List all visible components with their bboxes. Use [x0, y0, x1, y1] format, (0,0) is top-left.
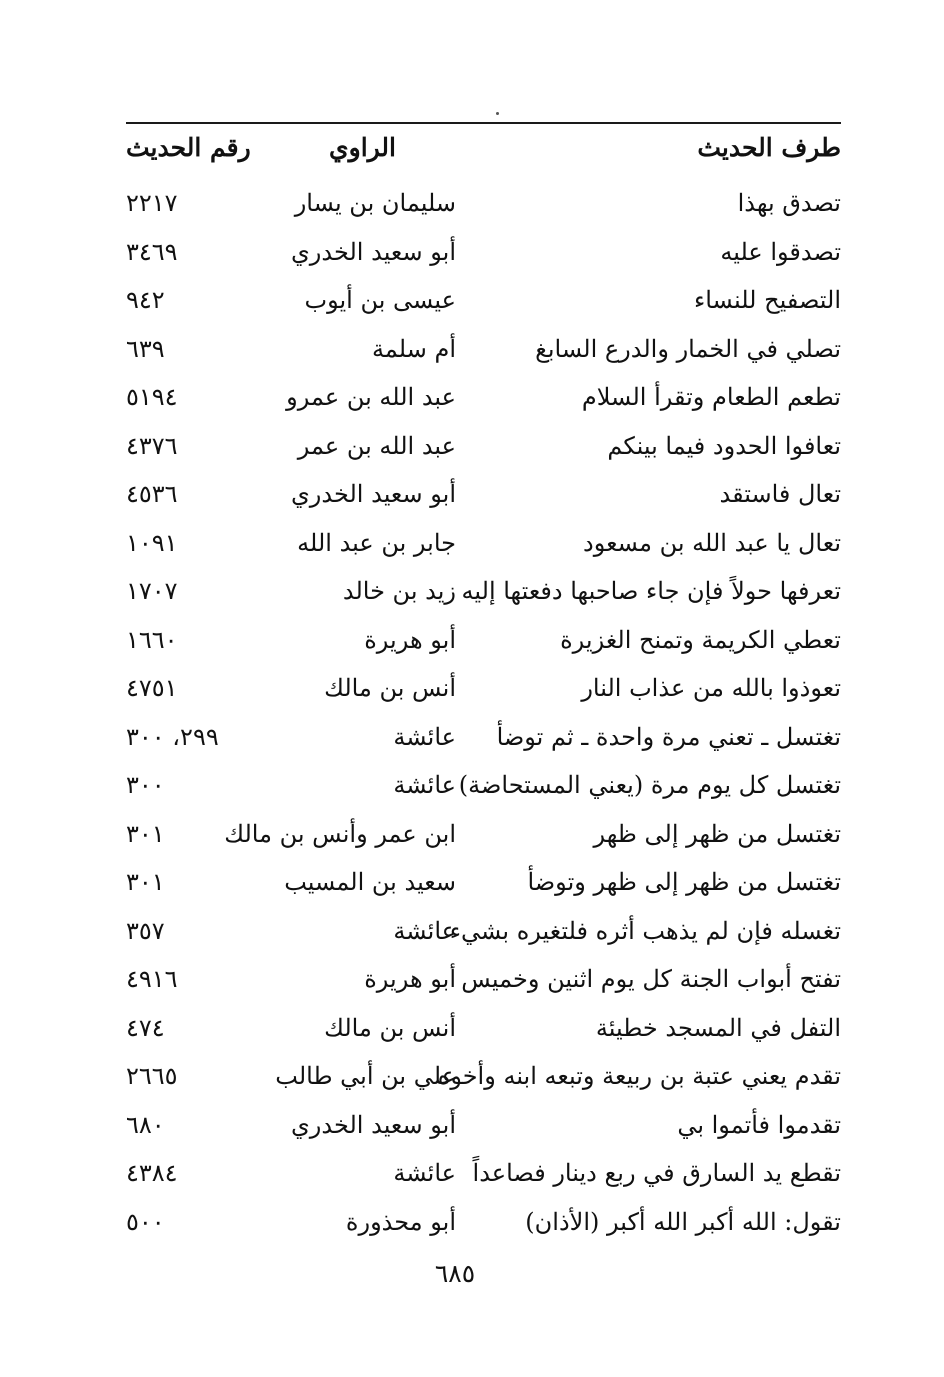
page-number: ٦٨٥ — [434, 1259, 476, 1288]
table-row — [126, 374, 841, 423]
table-row — [126, 617, 841, 666]
hadith-number: ٤٧٤ — [126, 1013, 165, 1042]
narrator-name: سعيد بن المسيب — [284, 868, 456, 896]
hadith-number: ٣٥٧ — [126, 916, 165, 945]
hadith-text: التفل في المسجد خطيئة — [595, 1013, 841, 1042]
hadith-text: تعطي الكريمة وتمنح الغزيرة — [560, 625, 841, 654]
narrator-name: أنس بن مالك — [324, 1013, 456, 1042]
table-row — [126, 520, 841, 569]
hadith-text: تغتسل من ظهر إلى ظهر — [593, 819, 841, 848]
hadith-text: تفتح أبواب الجنة كل يوم اثنين وخميس — [461, 965, 841, 993]
table-row — [126, 1199, 841, 1248]
narrator-name: أبو سعيد الخدري — [291, 1110, 456, 1139]
narrator-name: أبو سعيد الخدري — [291, 480, 456, 508]
table-row — [126, 811, 841, 860]
table-row — [126, 471, 841, 520]
hadith-number: ٤٩١٦ — [126, 965, 178, 993]
table-row — [126, 1102, 841, 1151]
narrator-name: عبد الله بن عمر — [297, 431, 456, 460]
hadith-number: ٩٤٢ — [126, 286, 165, 314]
narrator-name: أبو محذورة — [345, 1207, 456, 1236]
hadith-number: ١٦٦٠ — [126, 625, 178, 654]
hadith-text: تعافوا الحدود فيما بينكم — [607, 431, 841, 460]
narrator-name: أبو سعيد الخدري — [291, 237, 456, 266]
hadith-number: ٥١٩٤ — [126, 383, 178, 411]
hadith-text: تطعم الطعام وتقرأ السلام — [581, 383, 841, 411]
hadith-number: ٣٠١ — [126, 868, 165, 896]
table-row — [126, 229, 841, 278]
narrator-name: أم سلمة — [372, 334, 456, 363]
narrator-name: عائشة — [393, 1159, 456, 1187]
hadith-column-header: طرف الحديث — [697, 133, 841, 162]
narrator-name: علي بن أبي طالب — [275, 1062, 456, 1090]
narrator-column-header: الراوي — [329, 133, 396, 162]
table-row — [126, 180, 841, 229]
hadith-text: تعال فاستقد — [719, 480, 841, 508]
hadith-number: ٥٠٠ — [126, 1207, 165, 1236]
hadith-text: تصلي في الخمار والدرع السابغ — [535, 334, 841, 363]
table-row — [126, 423, 841, 472]
hadith-text: تقطع يد السارق في ربع دينار فصاعداً — [472, 1159, 841, 1187]
narrator-name: عائشة — [393, 771, 456, 799]
hadith-number: ٣٠١ — [126, 819, 165, 848]
hadith-text: تغتسل من ظهر إلى ظهر وتوضأ — [527, 868, 841, 896]
hadith-text: تغتسل كل يوم مرة (يعني المستحاضة) — [458, 771, 841, 799]
hadith-text: تعال يا عبد الله بن مسعود — [583, 528, 841, 557]
hadith-text: تقدموا فأتموا بي — [677, 1110, 841, 1139]
table-row — [126, 956, 841, 1005]
hadith-text: تعرفها حولاً فإن جاء صاحبها دفعتها إليه — [461, 577, 841, 605]
narrator-name: ابن عمر وأنس بن مالك — [224, 819, 456, 848]
table-row — [126, 277, 841, 326]
table-row — [126, 568, 841, 617]
hadith-number: ٤٥٣٦ — [126, 480, 178, 508]
narrator-name: عيسى بن أيوب — [304, 286, 456, 314]
hadith-number: ١٠٩١ — [126, 528, 178, 557]
hadith-number: ٢٩٩، ٣٠٠ — [126, 722, 219, 751]
hadith-text: تقدم يعني عتبة بن ربيعة وتبعه ابنه وأخوه — [437, 1062, 841, 1090]
table-row — [126, 326, 841, 375]
hadith-text: تصدق بهذا — [737, 189, 841, 217]
hadith-number: ٤٣٨٤ — [126, 1159, 178, 1187]
print-speck — [496, 112, 499, 115]
table-row — [126, 1150, 841, 1199]
table-row — [126, 1053, 841, 1102]
narrator-name: عائشة — [393, 722, 456, 751]
narrator-name: عائشة — [393, 916, 456, 945]
hadith-text: تعوذوا بالله من عذاب النار — [581, 674, 841, 702]
hadith-text: التصفيح للنساء — [693, 286, 841, 314]
narrator-name: زيد بن خالد — [342, 577, 456, 605]
narrator-name: أبو هريرة — [364, 965, 456, 993]
narrator-name: سليمان بن يسار — [294, 189, 456, 217]
table-row — [126, 908, 841, 957]
hadith-number: ٣٠٠ — [126, 771, 165, 799]
hadith-number: ٣٤٦٩ — [126, 237, 178, 266]
table-header — [126, 128, 841, 170]
hadith-text: تغتسل ـ تعني مرة واحدة ـ ثم توضأ — [496, 722, 841, 751]
number-column-header: رقم الحديث — [126, 133, 251, 162]
hadith-number: ٦٨٠ — [126, 1110, 165, 1139]
hadith-number: ١٧٠٧ — [126, 577, 178, 605]
table-row — [126, 714, 841, 763]
table-row — [126, 1005, 841, 1054]
header-rule — [126, 122, 841, 124]
narrator-name: أبو هريرة — [364, 625, 456, 654]
table-row — [126, 859, 841, 908]
hadith-number: ٢٦٦٥ — [126, 1062, 178, 1090]
table-row — [126, 762, 841, 811]
hadith-index-table — [126, 180, 841, 1247]
hadith-number: ٢٢١٧ — [126, 189, 178, 217]
table-row — [126, 665, 841, 714]
hadith-text: تغسله فإن لم يذهب أثره فلتغيره بشيء — [449, 916, 841, 945]
hadith-number: ٦٣٩ — [126, 334, 165, 363]
hadith-text: تصدقوا عليه — [720, 237, 841, 266]
hadith-text: تقول: الله أكبر الله أكبر (الأذان) — [525, 1207, 841, 1236]
narrator-name: جابر بن عبد الله — [297, 528, 456, 557]
narrator-name: أنس بن مالك — [324, 674, 456, 702]
hadith-number: ٤٣٧٦ — [126, 431, 178, 460]
narrator-name: عبد الله بن عمرو — [286, 383, 456, 411]
hadith-number: ٤٧٥١ — [126, 674, 178, 702]
